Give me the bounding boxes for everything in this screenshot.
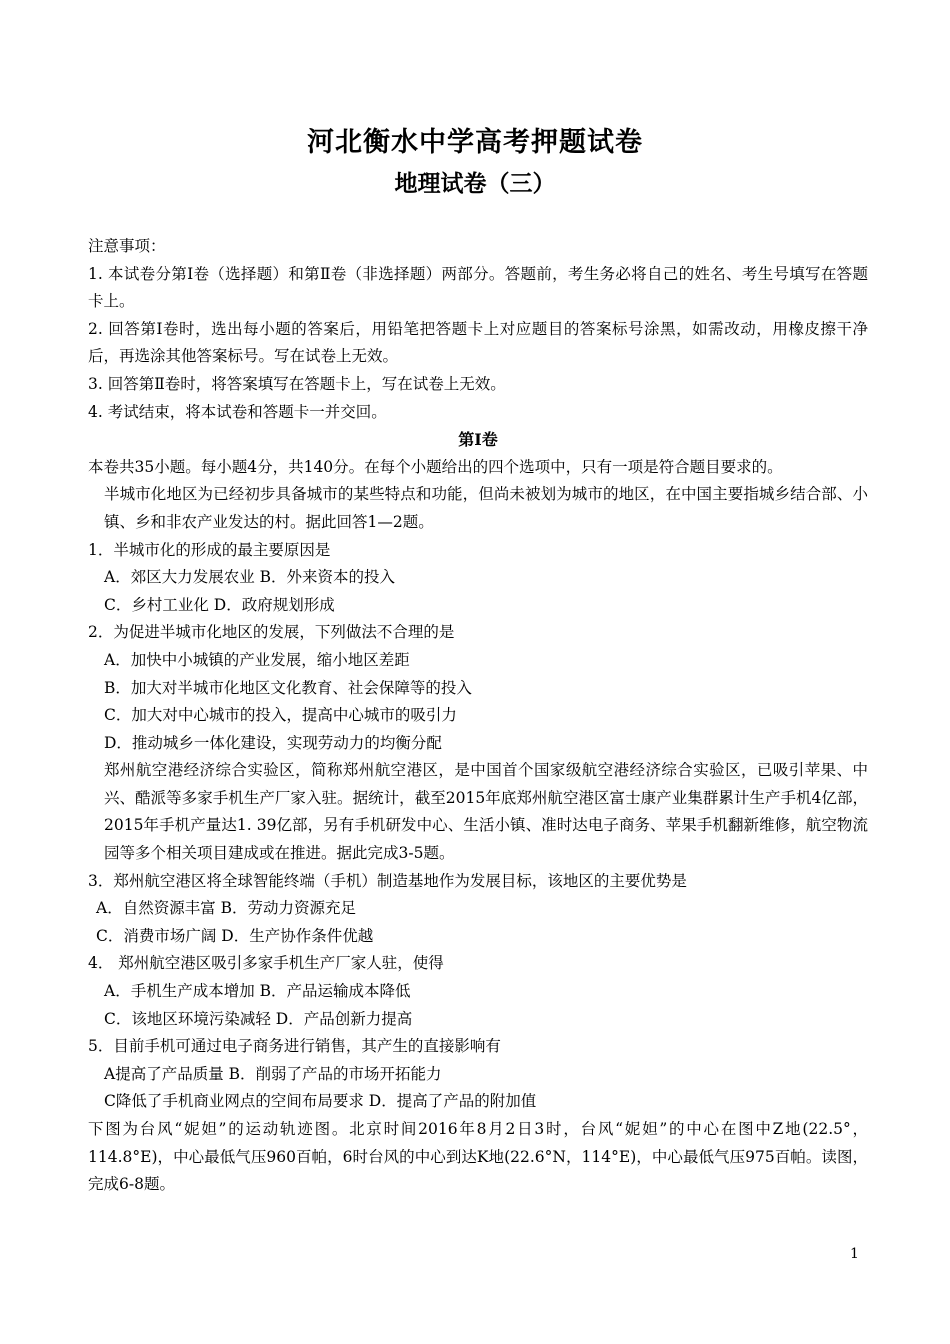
exam-subtitle: 地理试卷（三） (394, 171, 556, 197)
question-options: A．郊区大力发展农业 B．外来资本的投入 (104, 568, 396, 587)
question-stem: 4． 郑州航空港区吸引多家手机生产厂家人驻，使得 (88, 954, 444, 973)
question-option: B．加大对半城市化地区文化教育、社会保障等的投入 (104, 678, 472, 697)
exam-title: 河北衡水中学高考押题试卷 (307, 127, 643, 158)
notice-heading: 注意事项： (88, 237, 166, 255)
notice-item: 4. 考试结束，将本试卷和答题卡一并交回。 (88, 402, 387, 421)
question-option: A．加快中小城镇的产业发展，缩小地区差距 (104, 650, 410, 669)
question-options: A．自然资源丰富 B．劳动力资源充足 (96, 899, 357, 918)
question-stem: 1．半城市化的形成的最主要原因是 (88, 540, 331, 559)
question-options: C．消费市场广阔 D．生产协作条件优越 (96, 926, 374, 945)
notice-item: 2. 回答第Ⅰ卷时，选出每小题的答案后，用铅笔把答题卡上对应题目的答案标号涂黑，如需改动，用橡皮擦干净后，再选涂其他答案标号。写在试卷上无效。 (88, 319, 868, 366)
notice-item: 3. 回答第Ⅱ卷时，将答案填写在答题卡上，写在试卷上无效。 (88, 374, 506, 393)
question-options: C．该地区环境污染减轻 D．产品创新力提高 (104, 1009, 413, 1028)
passage-2: 郑州航空港经济综合实验区，简称郑州航空港区，是中国首个国家级航空港经济综合实验区，已吸引苹果、中兴、酷派等多家手机生产厂家入驻。据统计，截至2015年底郑州航空港区富士康产业集群累计生产手机4亿部，2015年手机产量达1. 39亿部，另有手机研发中心、生活小镇、准时达电子商务、苹果手机翻新维修，航空物流园等多个相关项目建成或在推进。据此完成3-5题。 (104, 761, 868, 863)
section-intro: 本卷共35小题。每小题4分，共140分。在每个小题给出的四个选项中，只有一项是符合题目要求的。 (88, 457, 783, 476)
question-options: A提高了产品质量 B．削弱了产品的市场开拓能力 (104, 1064, 442, 1083)
exam-body (88, 233, 868, 1199)
question-options: C．乡村工业化 D．政府规划形成 (104, 595, 335, 614)
passage-3: 下图为台风“妮妲”的运动轨迹图。北京时间2016年8月2日3时，台风“妮妲”的中心在图中Z地(22.5°，114.8°E)，中心最低气压960百帕，6时台风的中心到达K地(22.6°N，114°E)，中心最低气压975百帕。读图，完成6-8题。 (88, 1120, 868, 1194)
notice-item: 1. 本试卷分第Ⅰ卷（选择题）和第Ⅱ卷（非选择题）两部分。答题前，考生务必将自己的姓名、考生号填写在答题卡上。 (88, 264, 868, 311)
page-number: 1 (850, 1246, 859, 1262)
question-option: C．加大对中心城市的投入，提高中心城市的吸引力 (104, 706, 457, 725)
question-options: C降低了手机商业网点的空间布局要求 D．提高了产品的附加值 (104, 1092, 537, 1111)
question-stem: 2．为促进半城市化地区的发展，下列做法不合理的是 (88, 623, 455, 642)
passage-1: 半城市化地区为已经初步具备城市的某些特点和功能，但尚未被划为城市的地区，在中国主要指城乡结合部、小镇、乡和非农产业发达的村。据此回答1—2题。 (104, 485, 868, 531)
question-stem: 3．郑州航空港区将全球智能终端（手机）制造基地作为发展目标，该地区的主要优势是 (88, 871, 687, 890)
question-options: A．手机生产成本增加 B．产品运输成本降低 (104, 982, 411, 1001)
question-option: D．推动城乡一体化建设，实现劳动力的均衡分配 (104, 733, 442, 752)
section-title: 第Ⅰ卷 (458, 430, 498, 450)
question-stem: 5．目前手机可通过电子商务进行销售，其产生的直接影响有 (88, 1037, 501, 1056)
